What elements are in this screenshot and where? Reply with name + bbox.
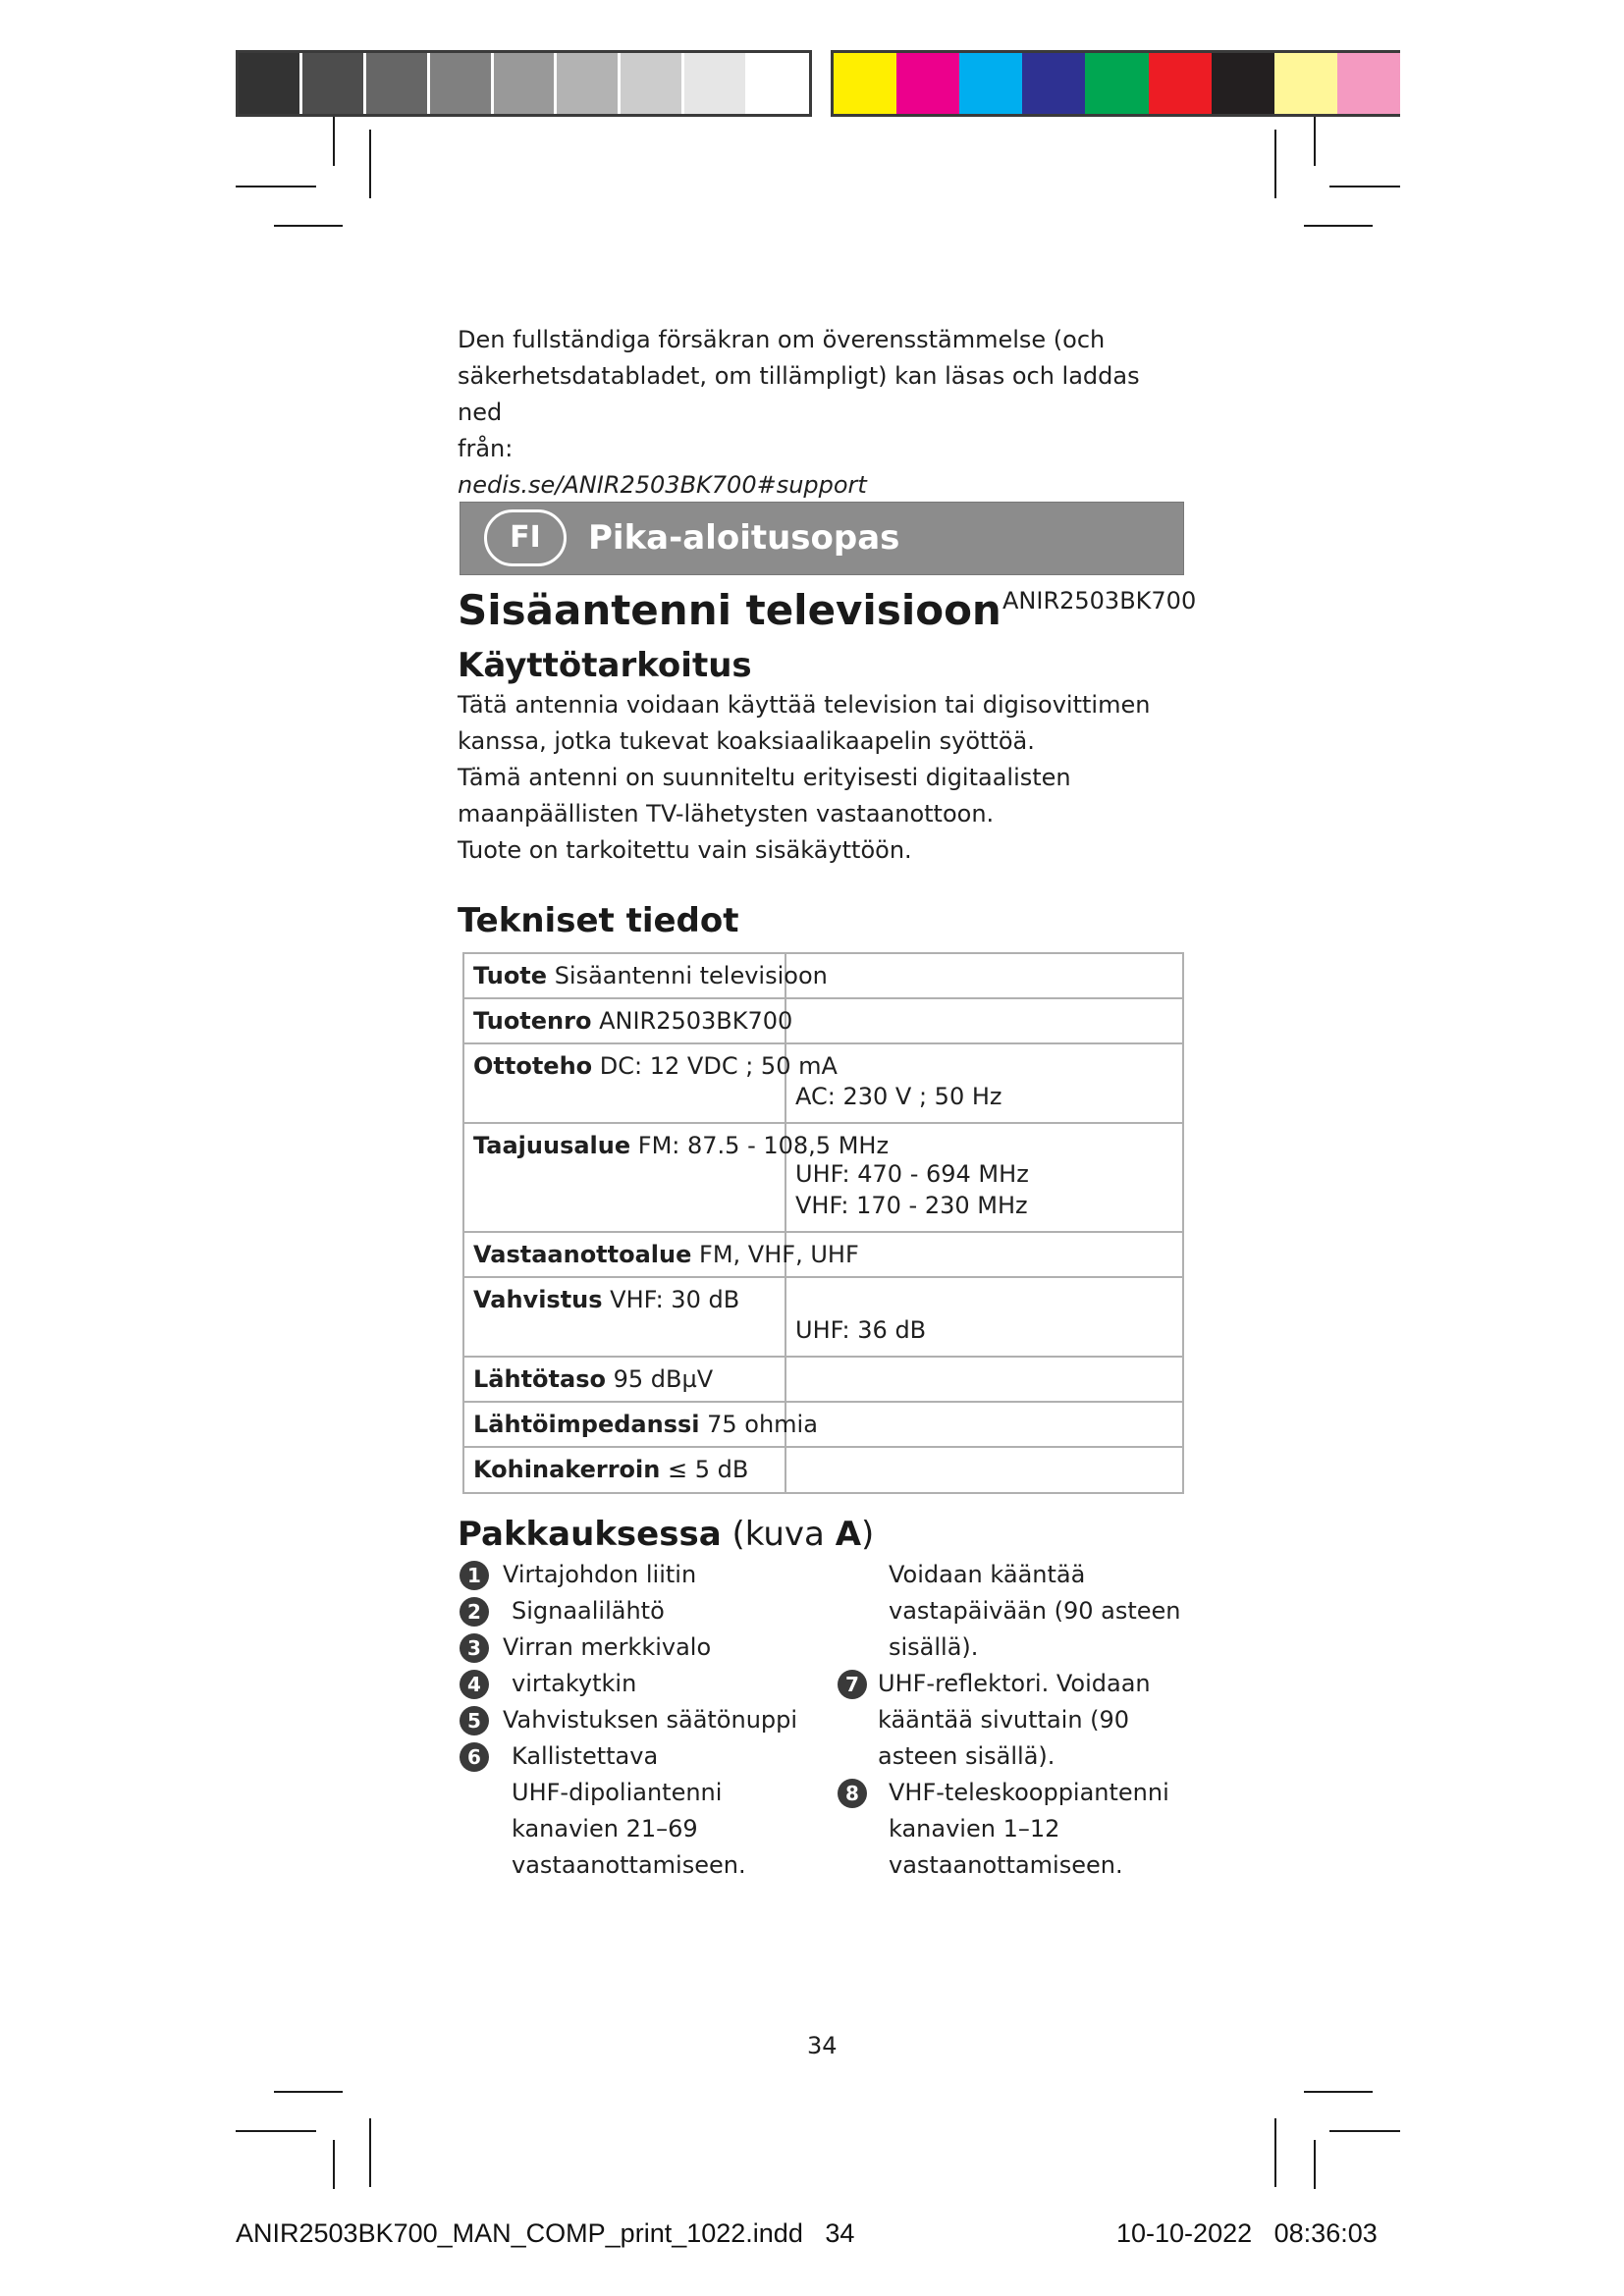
spec-row: [464, 954, 1182, 999]
item-number-badge: 8: [838, 1779, 867, 1808]
item-number-badge: 2: [460, 1597, 489, 1627]
spec-row: [464, 999, 1182, 1044]
footer-filename: [236, 2218, 854, 2249]
spec-cell: [473, 1456, 748, 1483]
color-swatch: [834, 53, 896, 114]
spec-label: Vahvistus: [473, 1286, 603, 1313]
color-swatch: [621, 53, 684, 114]
crop-mark: [1329, 2130, 1400, 2132]
spec-row: [464, 1358, 1182, 1403]
specs-heading: Tekniset tiedot: [458, 901, 739, 940]
crop-mark: [274, 225, 343, 227]
package-item-text: UHF-dipoliantenni: [512, 1779, 723, 1806]
color-swatch: [1022, 53, 1085, 114]
package-item-text: vastapäivään (90 asteen: [889, 1597, 1181, 1625]
package-item-text: Voidaan kääntää: [889, 1561, 1086, 1588]
spec-value: VHF: 30 dB: [602, 1286, 740, 1313]
support-link[interactable]: nedis.se/ANIR2503BK700#support: [458, 471, 867, 499]
color-swatch: [1085, 53, 1148, 114]
spec-row: [464, 1233, 1182, 1278]
package-item-text: sisällä).: [889, 1633, 979, 1661]
crop-mark: [1304, 225, 1373, 227]
gray-color-bar: [236, 50, 812, 117]
spec-value: Sisäantenni televisioon: [547, 962, 828, 989]
crop-mark: [236, 186, 316, 187]
crop-mark: [333, 117, 335, 166]
item-number-badge: 6: [460, 1742, 489, 1772]
package-item-text: VHF-teleskooppiantenni: [889, 1779, 1169, 1806]
spec-cell: [473, 962, 828, 989]
color-swatch: [366, 53, 430, 114]
spec-extra-value: UHF: 470 - 694 MHz: [795, 1160, 1029, 1188]
spec-cell: [473, 1286, 739, 1313]
spec-value: 95 dBµV: [605, 1365, 714, 1393]
package-item-text: kanavien 21–69: [512, 1815, 698, 1842]
footer-file: ANIR2503BK700_MAN_COMP_print_1022.indd: [236, 2218, 803, 2248]
crop-mark: [333, 2140, 335, 2189]
spec-label: Taajuusalue: [473, 1132, 631, 1159]
spec-extra-value: UHF: 36 dB: [795, 1316, 927, 1344]
spec-row: [464, 1044, 1182, 1124]
color-swatch: [1274, 53, 1337, 114]
purpose-heading: Käyttötarkoitus: [458, 646, 752, 685]
crop-mark: [1274, 130, 1276, 198]
package-item-text: UHF-reflektori. Voidaan: [878, 1670, 1151, 1697]
spec-value: FM: 87.5 - 108,5 MHz: [630, 1132, 890, 1159]
color-swatch: [239, 53, 302, 114]
spec-label: Lähtötaso: [473, 1365, 606, 1393]
spec-row: [464, 1403, 1182, 1448]
spec-row: [464, 1124, 1182, 1233]
spec-value: 75 ohmia: [699, 1411, 818, 1438]
crop-mark: [1314, 2140, 1316, 2189]
color-swatch: [302, 53, 366, 114]
footer-time: 08:36:03: [1273, 2218, 1378, 2248]
crop-mark: [1314, 117, 1316, 166]
color-swatch: [1149, 53, 1212, 114]
package-item-text: vastaanottamiseen.: [889, 1851, 1123, 1879]
specs-table: [462, 952, 1184, 1494]
spec-cell: [473, 1411, 818, 1438]
quick-start-banner: [460, 502, 1184, 575]
crop-mark: [236, 2130, 316, 2132]
intro-line: säkerhetsdatabladet, om tillämpligt) kan läsas och laddas ned: [458, 362, 1140, 426]
package-heading-letter: A: [835, 1515, 862, 1554]
footer-timestamp: [1116, 2218, 1378, 2249]
color-swatch: [684, 53, 748, 114]
color-swatch: [430, 53, 494, 114]
spec-extra-value: AC: 230 V ; 50 Hz: [795, 1083, 1002, 1110]
intro-block: [458, 322, 1186, 504]
item-number-badge: 4: [460, 1670, 489, 1699]
package-item-text: kääntää sivuttain (90: [878, 1706, 1130, 1734]
spec-extra-value: VHF: 170 - 230 MHz: [795, 1192, 1028, 1219]
item-number-badge: 1: [460, 1561, 489, 1590]
crop-mark: [1329, 186, 1400, 187]
item-number-badge: 3: [460, 1633, 489, 1663]
footer-page: 34: [825, 2218, 855, 2248]
spec-cell: [473, 1052, 838, 1080]
color-swatch: [959, 53, 1022, 114]
package-item-text: Virtajohdon liitin: [503, 1561, 697, 1588]
item-number-badge: 5: [460, 1706, 489, 1735]
package-heading-bold: Pakkauksessa: [458, 1515, 722, 1554]
spec-label: Lähtöimpedanssi: [473, 1411, 700, 1438]
color-swatch: [896, 53, 959, 114]
package-item-text: Virran merkkivalo: [503, 1633, 712, 1661]
spec-value: FM, VHF, UHF: [691, 1241, 859, 1268]
banner-title: Pika-aloitusopas: [588, 518, 900, 558]
package-heading: [458, 1515, 874, 1554]
crop-mark: [369, 130, 371, 198]
page-number: 34: [807, 2032, 838, 2059]
purpose-line: Tämä antenni on suunniteltu erityisesti digitaalisten: [458, 764, 1071, 791]
color-swatch: [557, 53, 621, 114]
color-swatch: [1337, 53, 1400, 114]
spec-row: [464, 1278, 1182, 1358]
purpose-line: kanssa, jotka tukevat koaksiaalikaapelin syöttöä.: [458, 727, 1035, 755]
color-swatch: [494, 53, 558, 114]
package-item-text: kanavien 1–12: [889, 1815, 1060, 1842]
spec-value: ANIR2503BK700: [591, 1007, 793, 1035]
purpose-line: Tuote on tarkoitettu vain sisäkäyttöön.: [458, 836, 912, 864]
package-heading-ref: (kuva: [731, 1515, 825, 1554]
intro-line: från:: [458, 435, 514, 462]
spec-cell: [473, 1007, 792, 1035]
spec-cell: [473, 1241, 859, 1268]
page-title: Sisäantenni televisioon: [458, 586, 1001, 634]
purpose-block: [458, 687, 1186, 869]
package-item-text: vastaanottamiseen.: [512, 1851, 746, 1879]
color-swatch: [748, 53, 809, 114]
spec-value: DC: 12 VDC ; 50 mA: [592, 1052, 838, 1080]
crop-mark: [274, 2091, 343, 2093]
spec-cell: [473, 1132, 889, 1159]
crop-mark: [369, 2118, 371, 2187]
package-item-text: Kallistettava: [512, 1742, 659, 1770]
color-swatch: [1212, 53, 1274, 114]
crop-mark: [1304, 2091, 1373, 2093]
purpose-line: maanpäällisten TV-lähetysten vastaanottoon.: [458, 800, 995, 828]
intro-line: Den fullständiga försäkran om överensstämmelse (och: [458, 326, 1106, 353]
item-number-badge: 7: [838, 1670, 867, 1699]
spec-label: Ottoteho: [473, 1052, 593, 1080]
model-number: ANIR2503BK700: [1002, 587, 1197, 614]
package-item-text: virtakytkin: [512, 1670, 637, 1697]
language-badge: FI: [484, 509, 567, 566]
package-item-text: asteen sisällä).: [878, 1742, 1056, 1770]
footer-date: 10-10-2022: [1116, 2218, 1253, 2248]
spec-label: Tuote: [473, 962, 548, 989]
package-item-text: Vahvistuksen säätönuppi: [503, 1706, 798, 1734]
purpose-line: Tätä antennia voidaan käyttää television tai digisovittimen: [458, 691, 1151, 719]
package-heading-close: ): [861, 1515, 875, 1554]
spec-cell: [473, 1365, 713, 1393]
spec-label: Vastaanottoalue: [473, 1241, 692, 1268]
spec-label: Tuotenro: [473, 1007, 592, 1035]
spec-value: ≤ 5 dB: [660, 1456, 749, 1483]
package-item-text: Signaalilähtö: [512, 1597, 665, 1625]
spec-row: [464, 1448, 1182, 1494]
crop-mark: [1274, 2118, 1276, 2187]
spec-label: Kohinakerroin: [473, 1456, 661, 1483]
process-color-bar: [831, 50, 1400, 117]
